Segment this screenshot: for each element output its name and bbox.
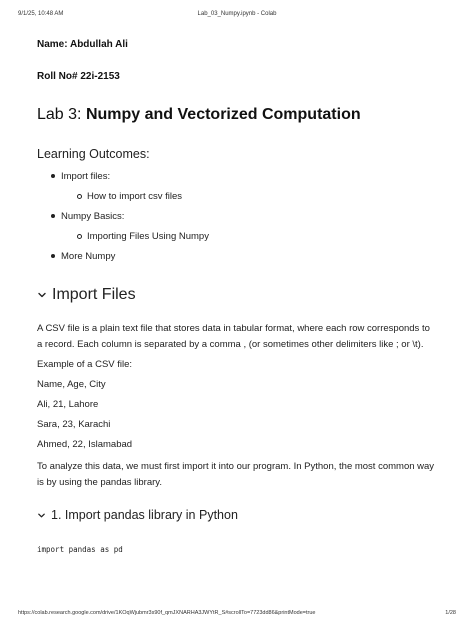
student-roll-number: Roll No# 22i-2153 bbox=[37, 71, 120, 82]
bullet-circle bbox=[77, 194, 82, 199]
csv-line: Name, Age, City bbox=[37, 379, 106, 390]
print-header bbox=[18, 11, 456, 21]
analysis-paragraph: To analyze this data, we must first import it into our program. In Python, the most common way is by using the pandas library. bbox=[37, 461, 435, 488]
csv-intro-paragraph: A CSV file is a plain text file that stores data in tabular format, where each row corresponds to a record. Each column is separated by a comma , (or sometimes other delimiters like ; or \t). bbox=[37, 323, 430, 350]
csv-example-label: Example of a CSV file: bbox=[37, 359, 133, 370]
bullet-circle bbox=[77, 234, 82, 239]
student-name: Name: Abdullah Ali bbox=[37, 39, 128, 50]
lab-title-bold: Numpy and Vectorized Computation bbox=[85, 106, 361, 123]
list-item bbox=[61, 251, 115, 262]
sub-list-item-label: How to import csv files bbox=[87, 191, 183, 202]
chevron-down-icon[interactable] bbox=[37, 511, 46, 520]
sub-list-item-label: Importing Files Using Numpy bbox=[87, 231, 209, 242]
lab-title bbox=[37, 106, 361, 124]
print-doc-title: Lab_03_Numpy.ipynb - Colab bbox=[197, 11, 277, 17]
bullet-dot bbox=[51, 214, 55, 218]
print-url: https://colab.research.google.com/drive/1KOqWjubmr3s90f_qmJXNARHA3JWYtR_S#scrollTo=7723dd86&printMode=true bbox=[18, 610, 316, 616]
print-page-number: 1/28 bbox=[445, 610, 456, 616]
csv-line: Ahmed, 22, Islamabad bbox=[37, 439, 133, 450]
list-item bbox=[61, 171, 110, 182]
bullet-dot bbox=[51, 174, 55, 178]
print-datetime: 9/1/25, 10:48 AM bbox=[18, 11, 64, 17]
section-heading-label: Import Files bbox=[52, 286, 136, 303]
chevron-down-icon[interactable] bbox=[37, 290, 47, 300]
learning-outcomes-heading: Learning Outcomes: bbox=[37, 147, 150, 161]
list-item-label: More Numpy bbox=[61, 251, 116, 262]
bullet-dot bbox=[51, 254, 55, 258]
sub-list-item bbox=[87, 191, 182, 202]
print-footer bbox=[18, 610, 456, 620]
subsection-heading-label: 1. Import pandas library in Python bbox=[51, 508, 238, 522]
code-cell[interactable]: import pandas as pd bbox=[37, 545, 123, 554]
csv-line: Ali, 21, Lahore bbox=[37, 399, 99, 410]
list-item-label: Numpy Basics: bbox=[61, 211, 125, 222]
list-item-label: Import files: bbox=[61, 171, 111, 182]
csv-line: Sara, 23, Karachi bbox=[37, 419, 111, 430]
list-item bbox=[61, 211, 124, 222]
lab-title-prefix: Lab 3: bbox=[37, 106, 86, 123]
sub-list-item bbox=[87, 231, 209, 242]
